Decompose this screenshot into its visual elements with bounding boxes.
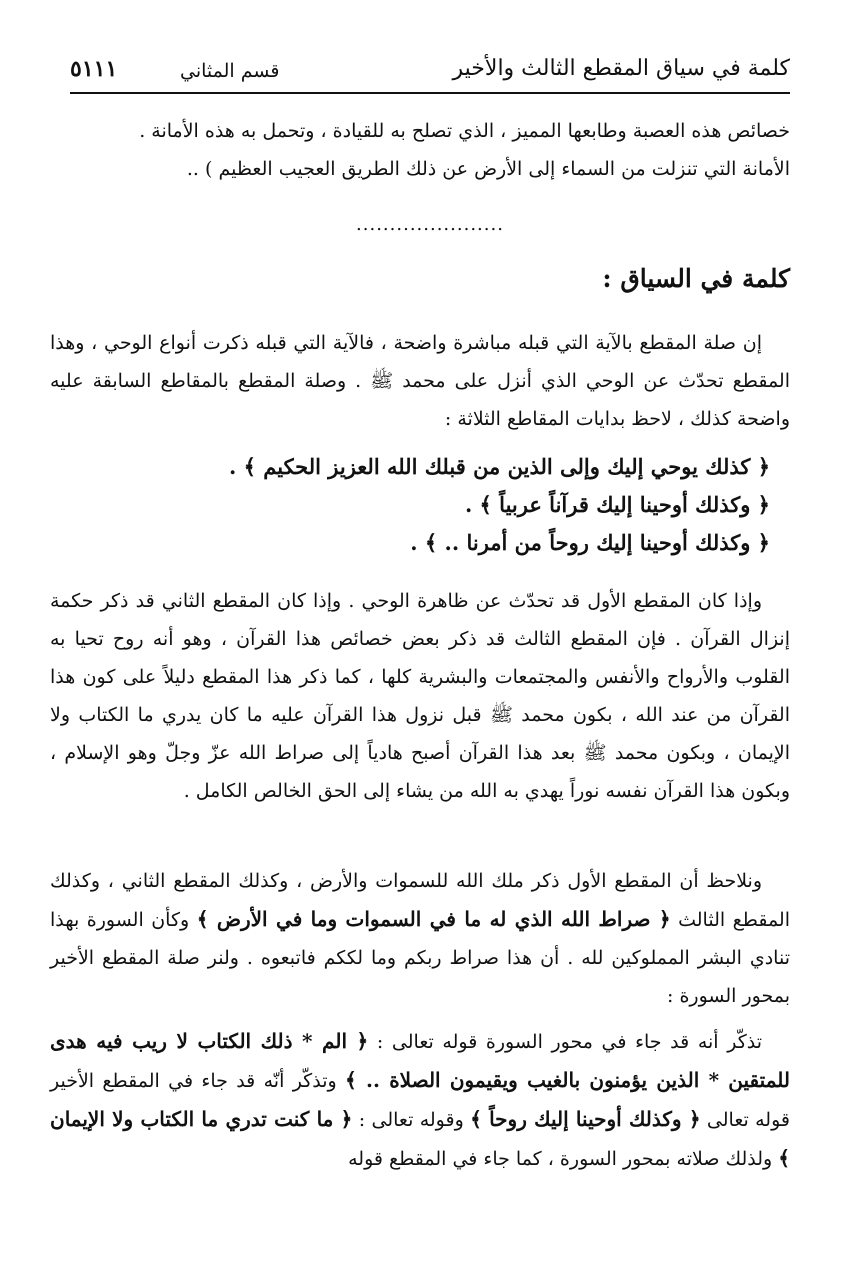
intro-line-2: الأمانة التي تنزلت من السماء إلى الأرض عن ذلك الطريق العجيب العظيم ) ..	[186, 158, 790, 180]
paragraph-3-quote: ﴿ صراط الله الذي له ما في السموات وما في الأرض ﴾	[196, 907, 671, 931]
paragraph-4-part-1: تذكّر أنه قد جاء في محور السورة قوله تعالى :	[368, 1031, 763, 1053]
paragraph-1-text: إن صلة المقطع بالآية التي قبله مباشرة واضحة ، فالآية التي قبله ذكرت أنواع الوحي ، وهذا المقطع تحدّث عن الوحي الذي أنزل على محمد ﷺ . وصلة المقطع بالمقاطع السابقة عليه واضحة كذلك ، لاحظ بدايات المقاطع الثلاثة :	[50, 332, 790, 430]
section-separator: ......................	[356, 214, 504, 235]
paragraph-4-part-3: وقوله تعالى :	[352, 1109, 471, 1131]
paragraph-4-text	[50, 1022, 790, 1178]
intro-line-1: خصائص هذه العصبة وطابعها المميز ، الذي تصلح به للقيادة ، وتحمل به هذه الأمانة .	[139, 120, 790, 142]
intro-text	[50, 112, 790, 188]
paragraph-1	[50, 324, 790, 438]
section-heading: كلمة في السياق :	[602, 264, 790, 293]
paragraph-3-text	[50, 862, 790, 1015]
verse-2: ﴿ وكذلك أوحينا إليك قرآناً عربياً ﴾ .	[464, 492, 770, 517]
header-divider	[70, 92, 790, 94]
paragraph-3	[50, 862, 790, 1015]
paragraph-4-quote-1: ﴿ الم * ذلك الكتاب لا ريب فيه هدى للمتقين * الذين يؤمنون بالغيب ويقيمون الصلاة .. ﴾	[50, 1029, 790, 1092]
paragraph-2	[50, 582, 790, 810]
paragraph-4-quote-3: ﴿ ما كنت تدري ما الكتاب ولا الإيمان ﴾	[50, 1107, 790, 1170]
paragraph-3-part-2: وكأن السورة بهذا تنادي البشر المملوكين لله . أن هذا صراط ربكم وما لككم فاتبعوه . ولنر صلة المقطع الأخير بمحور السورة :	[50, 909, 790, 1007]
paragraph-4	[50, 1022, 790, 1178]
chapter-title: كلمة في سياق المقطع الثالث والأخير	[452, 56, 790, 81]
page-number: ٥١١١	[70, 56, 118, 82]
verse-3: ﴿ وكذلك أوحينا إليك روحاً من أمرنا .. ﴾ .	[410, 530, 770, 555]
paragraph-3-part-1: ونلاحظ أن المقطع الأول ذكر ملك الله للسموات والأرض ، وكذلك المقطع الثاني ، وكذلك المقطع الثالث	[50, 870, 790, 931]
page-header	[70, 56, 790, 92]
verse-1: ﴿ كذلك يوحي إليك وإلى الذين من قبلك الله العزيز الحكيم ﴾ .	[229, 454, 770, 479]
paragraph-4-part-2: وتذكّر أنّه قد جاء في المقطع الأخير قوله تعالى	[50, 1070, 790, 1131]
paragraph-2-text: وإذا كان المقطع الأول قد تحدّث عن ظاهرة الوحي . وإذا كان المقطع الثاني قد ذكر حكمة إنزال القرآن . فإن المقطع الثالث قد ذكر بعض خصائص هذا القرآن ، وهو أنه روح تحيا به القلوب والأرواح والأنفس والمجتمعات والبشرية كلها ، كما ذكر هذا المقطع دليلاً على كون هذا القرآن من عند الله ، بكون محمد ﷺ قبل نزول هذا القرآن عليه ما كان يدري ما الكتاب ولا الإيمان ، وبكون محمد ﷺ بعد هذا القرآن أصبح هادياً إلى صراط الله عزّ وجلّ وهو الإسلام ، وبكون هذا القرآن نفسه نوراً يهدي به الله من يشاء إلى الحق الخالص الكامل .	[50, 590, 791, 802]
paragraph-4-part-4: ولذلك صلاته بمحور السورة ، كما جاء في المقطع قوله	[348, 1148, 779, 1170]
paragraph-4-quote-2: ﴿ وكذلك أوحينا إليك روحاً ﴾	[470, 1107, 701, 1131]
section-name: قسم المثاني	[180, 60, 280, 82]
verse-list	[60, 448, 770, 562]
